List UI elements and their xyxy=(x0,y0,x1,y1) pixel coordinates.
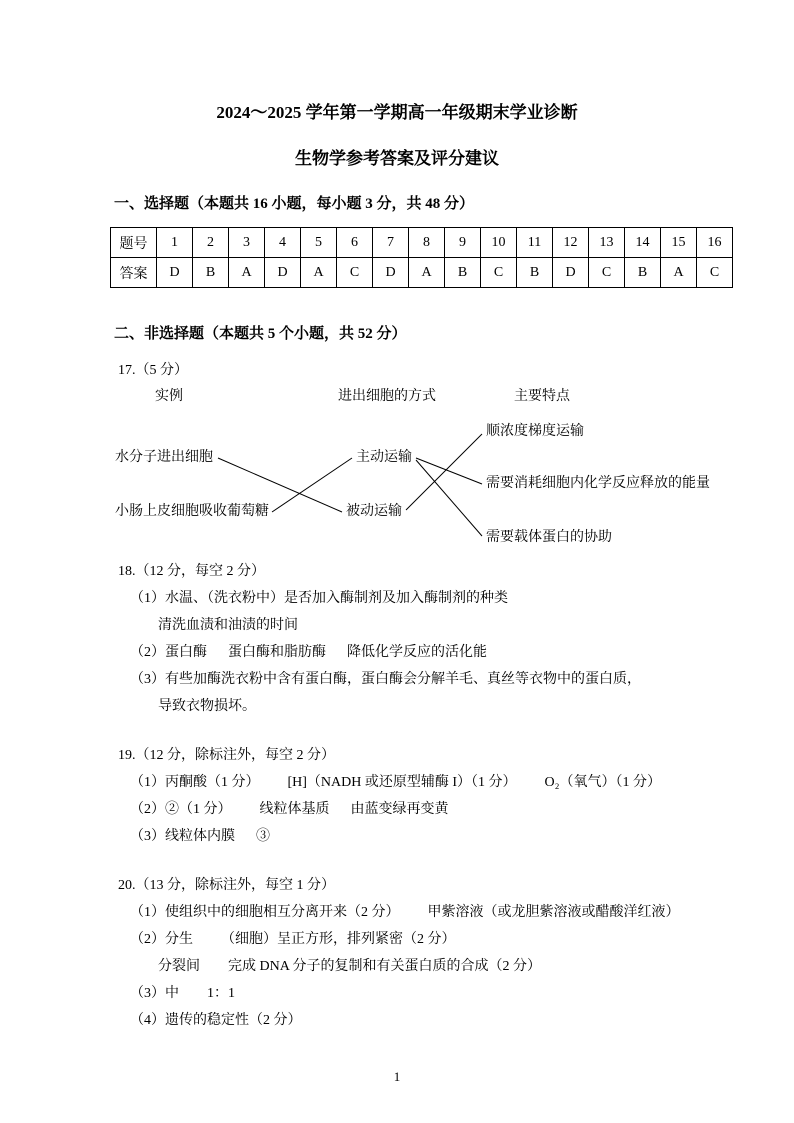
matching-lines xyxy=(0,384,794,556)
diagram-header-example: 实例 xyxy=(155,389,183,404)
q19-answer-line: （1）丙酮酸（1 分） [H]（NADH 或还原型辅酶 I）（1 分） O₂（氧气）（1 分） xyxy=(130,775,662,790)
table-cell-number: 16 xyxy=(697,228,733,258)
table-cell-answer: A xyxy=(409,258,445,288)
table-cell-number: 9 xyxy=(445,228,481,258)
table-cell-answer: A xyxy=(661,258,697,288)
table-cell-answer: D xyxy=(265,258,301,288)
table-row-numbers xyxy=(111,228,733,258)
q19-answer-line: （2）②（1 分） 线粒体基质 由蓝变绿再变黄 xyxy=(130,802,449,817)
diagram-right-carrier: 需要载体蛋白的协助 xyxy=(486,530,612,545)
table-cell-answer: B xyxy=(625,258,661,288)
diagram-right-gradient: 顺浓度梯度运输 xyxy=(486,424,584,439)
q20-answer-line: （3）中 1：1 xyxy=(130,986,235,1001)
diagram-header-feature: 主要特点 xyxy=(514,389,570,404)
match-line-passive-to-gradient xyxy=(406,434,482,510)
table-cell-number: 4 xyxy=(265,228,301,258)
q18-label: 18.（12 分，每空 2 分） xyxy=(118,564,265,579)
table-cell-answer: B xyxy=(445,258,481,288)
section-choice-heading: 一、选择题（本题共 16 小题，每小题 3 分，共 48 分） xyxy=(114,196,475,212)
document-title-line2: 生物学参考答案及评分建议 xyxy=(295,149,499,168)
choice-answer-table xyxy=(110,227,733,288)
table-cell-answer: D xyxy=(553,258,589,288)
table-cell-number: 13 xyxy=(589,228,625,258)
table-cell-answer: C xyxy=(481,258,517,288)
table-cell-answer: B xyxy=(517,258,553,288)
q19-label: 19.（12 分，除标注外，每空 2 分） xyxy=(118,748,335,763)
section-nonchoice-heading: 二、非选择题（本题共 5 个小题，共 52 分） xyxy=(114,326,407,342)
table-cell-number: 11 xyxy=(517,228,553,258)
table-cell-answer: C xyxy=(337,258,373,288)
table-cell-answer: D xyxy=(157,258,193,288)
table-row2-label: 答案 xyxy=(111,258,157,288)
q18-answer-line: （1）水温、（洗衣粉中）是否加入酶制剂及加入酶制剂的种类 xyxy=(130,591,508,606)
table-cell-number: 15 xyxy=(661,228,697,258)
document-title-line1: 2024～2025 学年第一学期高一年级期末学业诊断 xyxy=(216,103,578,122)
page-number: 1 xyxy=(393,1069,401,1084)
table-cell-answer: B xyxy=(193,258,229,288)
q17-matching-diagram xyxy=(0,384,794,556)
table-cell-number: 10 xyxy=(481,228,517,258)
q20-answer-line: 分裂间 完成 DNA 分子的复制和有关蛋白质的合成（2 分） xyxy=(158,959,542,974)
table-cell-answer: C xyxy=(697,258,733,288)
q20-answer-line: （1）使组织中的细胞相互分离开来（2 分） 甲紫溶液（或龙胆紫溶液或醋酸洋红液） xyxy=(130,905,680,920)
table-cell-answer: C xyxy=(589,258,625,288)
table-cell-number: 3 xyxy=(229,228,265,258)
q19-answer-line: （3）线粒体内膜 ③ xyxy=(130,829,270,844)
table-cell-number: 7 xyxy=(373,228,409,258)
diagram-right-energy: 需要消耗细胞内化学反应释放的能量 xyxy=(486,476,710,491)
table-cell-answer: A xyxy=(301,258,337,288)
table-cell-number: 6 xyxy=(337,228,373,258)
q20-answer-line: （2）分生 （细胞）呈正方形，排列紧密（2 分） xyxy=(130,932,456,947)
q18-answer-line: 导致衣物损坏。 xyxy=(158,699,256,714)
table-cell-number: 8 xyxy=(409,228,445,258)
table-cell-number: 12 xyxy=(553,228,589,258)
q20-label: 20.（13 分，除标注外，每空 1 分） xyxy=(118,878,335,893)
table-cell-answer: D xyxy=(373,258,409,288)
q20-answer-line: （4）遗传的稳定性（2 分） xyxy=(130,1013,302,1028)
table-row-answers xyxy=(111,258,733,288)
table-cell-number: 2 xyxy=(193,228,229,258)
diagram-middle-passive: 被动运输 xyxy=(346,504,402,519)
table-cell-number: 14 xyxy=(625,228,661,258)
table-cell-answer: A xyxy=(229,258,265,288)
table-cell-number: 5 xyxy=(301,228,337,258)
q18-answer-line: （3）有些加酶洗衣粉中含有蛋白酶，蛋白酶会分解羊毛、真丝等衣物中的蛋白质， xyxy=(130,672,641,687)
q17-label: 17.（5 分） xyxy=(118,363,188,378)
diagram-left-water: 水分子进出细胞 xyxy=(115,450,213,465)
diagram-header-mode: 进出细胞的方式 xyxy=(338,389,436,404)
table-cell-number: 1 xyxy=(157,228,193,258)
diagram-left-glucose: 小肠上皮细胞吸收葡萄糖 xyxy=(115,504,269,519)
q18-answer-line: （2）蛋白酶 蛋白酶和脂肪酶 降低化学反应的活化能 xyxy=(130,645,487,660)
diagram-middle-active: 主动运输 xyxy=(356,450,412,465)
q18-answer-line: 清洗血渍和油渍的时间 xyxy=(158,618,298,633)
table-row1-label: 题号 xyxy=(111,228,157,258)
match-line-glucose-to-active xyxy=(272,458,352,512)
